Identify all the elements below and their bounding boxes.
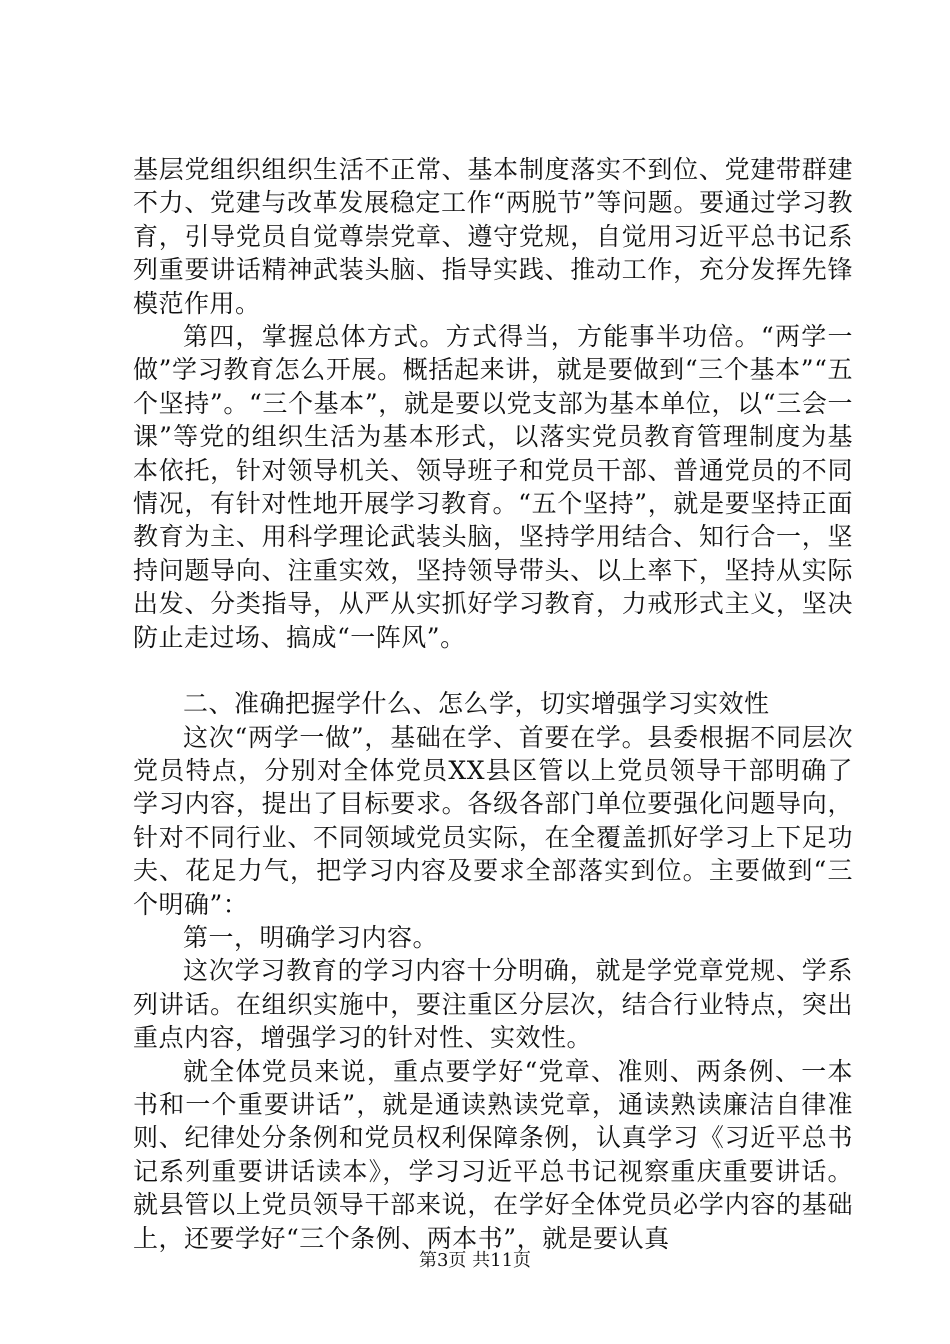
paragraph-continuation: 基层党组织组织生活不正常、基本制度落实不到位、党建带群建不力、党建与改革发展稳定工作“两脱节”等问题。要通过学习教育，引导党员自觉尊崇党章、遵守党规，自觉用习近平总书记系列重要讲话精神武装头脑、指导实践、推动工作，充分发挥先锋模范作用。 <box>133 155 853 318</box>
page-footer: 第3页 共11页 <box>418 1250 532 1271</box>
paragraph-fourth-point: 第四，掌握总体方式。方式得当，方能事半功倍。“两学一做”学习教育怎么开展。概括起来讲，就是要做到“三个基本”“五个坚持”。“三个基本”，就是要以党支部为基本单位，以“三会一课”等党的组织生活为基本形式，以落实党员教育管理制度为基本依托，针对领导机关、领导班子和党员干部、普通党员的不同情况，有针对性地开展学习教育。“五个坚持”，就是要坚持正面教育为主、用科学理论武装头脑，坚持学用结合、知行合一，坚持问题导向、注重实效，坚持领导带头、以上率下，坚持从实际出发、分类指导，从严从实抓好学习教育，力戒形式主义，坚决防止走过场、搞成“一阵风”。 <box>133 322 853 652</box>
paragraph-all-members: 就全体党员来说，重点要学好“党章、准则、两条例、一本书和一个重要讲话”，就是通读熟读党章，通读熟读廉洁自律准则、纪律处分条例和党员权利保障条例，认真学习《习近平总书记系列重要讲话读本》，学习习近平总书记视察重庆重要讲话。就县管以上党员领导干部来说，在学好全体党员必学内容的基础上，还要学好“三个条例、两本书”，就是要认真 <box>133 1056 853 1253</box>
paragraph-intro: 这次“两学一做”，基础在学、首要在学。县委根据不同层次党员特点，分别对全体党员XX县区管以上党员领导干部明确了学习内容，提出了目标要求。各级各部门单位要强化问题导向，针对不同行业、不同领域党员实际，在全覆盖抓好学习上下足功夫、花足力气，把学习内容及要求全部落实到位。主要做到“三个明确”： <box>133 722 853 919</box>
section-heading: 二、准确把握学什么、怎么学，切实增强学习实效性 <box>183 689 770 719</box>
document-body <box>133 153 853 1255</box>
paragraph-content: 这次学习教育的学习内容十分明确，就是学党章党规、学系列讲话。在组织实施中，要注重区分层次，结合行业特点，突出重点内容，增强学习的针对性、实效性。 <box>133 956 853 1053</box>
paragraph-first-point: 第一，明确学习内容。 <box>183 922 439 952</box>
